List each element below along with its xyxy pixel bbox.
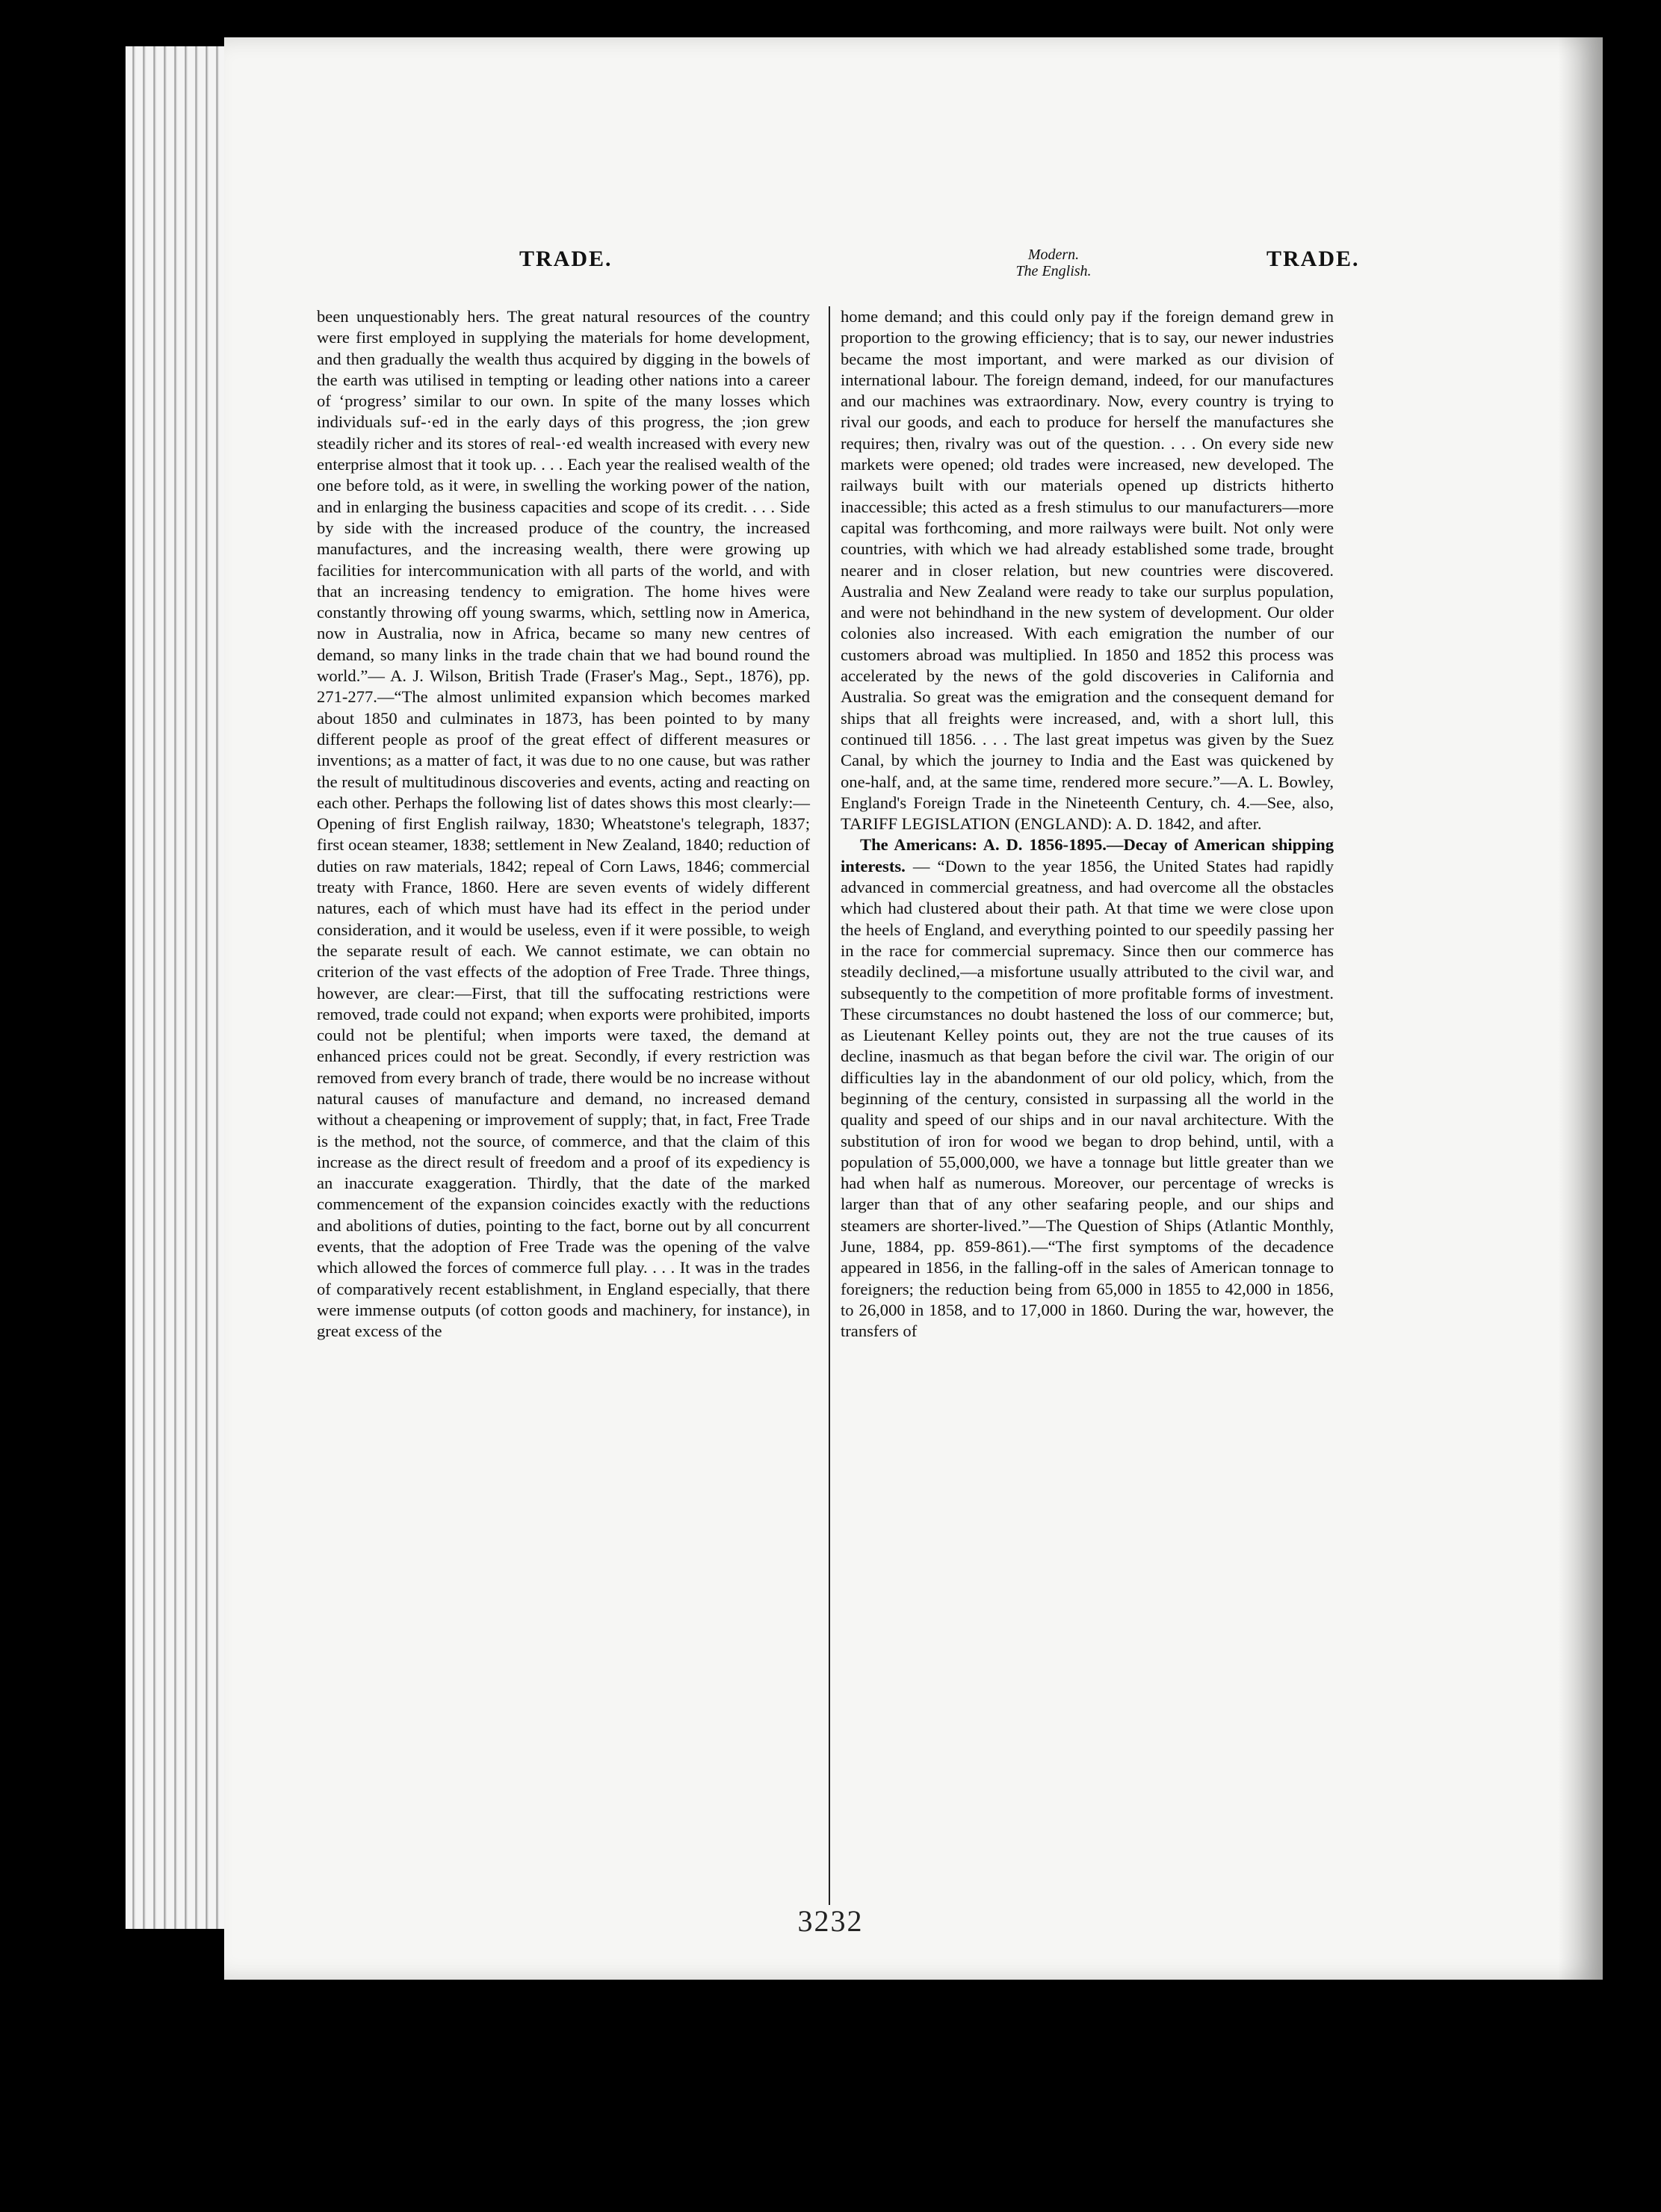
right-column-section <box>841 834 1334 1342</box>
page-number: 3232 <box>797 1904 864 1938</box>
right-column-paragraph: home demand; and this could only pay if the foreign demand grew in proportion to the growing efficiency; that is to say, our newer industries became the most important, and were marked as our division of international labour. The foreign demand, indeed, for our manufactures and our machines was extraordinary. Now, every country is trying to rival our goods, and each to produce for herself the manufactures she requires; then, rivalry was out of the question. . . . On every side new markets were opened; old trades were increased, new developed. The railways built with our materials opened up districts hitherto inaccessible; this acted as a fresh stimulus to our manufacturers—more capital was forthcoming, and more railways were built. Not only were countries, with which we had already established some trade, brought nearer and in closer relation, but new countries were discovered. Australia and New Zealand were ready to take our surplus population, and were not behindhand in the new system of development. Our older colonies also increased. With each emigration the number of our customers abroad was multiplied. In 1850 and 1852 this process was accelerated by the news of the gold discoveries in California and Australia. So great was the emigration and the consequent demand for ships that all freights were increased, and, with a short lull, this continued till 1856. . . . The last great impetus was given by the Suez Canal, by which the journey to India and the East was quickened by one-half, and, at the same time, rendered more secure.”—A. L. Bowley, England's Foreign Trade in the Nineteenth Century, ch. 4.—See, also, TARIFF LEGISLATION (ENGLAND): A. D. 1842, and after. <box>841 307 1334 834</box>
section-heading: The Americans: A. D. 1856-1895.—Decay of American shipping interests. <box>841 835 1334 876</box>
page-curl-shadow <box>1558 37 1603 1980</box>
section-body: — “Down to the year 1856, the United States had rapidly advanced in commercial greatness, and had overcome all the obstacles which had clustered about their path. At that time we were close upon the heels of England, and everything pointed to our speedily passing her in the race for commercial supremacy. Since then our commerce has steadily declined,—a misfortune usually attributed to the civil war, and subsequently to the competition of more profitable forms of investment. These circumstances no doubt hastened the loss of our commerce; but, as Lieutenant Kelley points out, they are not the true causes of its decline, inasmuch as that began before the civil war. The origin of our difficulties lay in the abandonment of our old policy, which, from the beginning of the century, consisted in surpassing all the world in the quality and speed of our ships and in our naval architecture. With the substitution of iron for wood we began to drop behind, until, with a population of 55,000,000, we have a tonnage but little greater than we had when half as numerous. Moreover, our percentage of wrecks is larger than that of any other seafaring people, and our ships and steamers are shorter-lived.”—The Question of Ships (Atlantic Monthly, June, 1884, pp. 859-861).—“The first symptoms of the decadence appeared in 1856, in the falling-off in the sales of American tonnage to foreigners; the reduction being from 65,000 in 1855 to 42,000 in 1856, to 26,000 in 1858, and to 17,000 in 1860. During the war, however, the transfers of <box>841 856 1334 1341</box>
running-head-center-line2: The English. <box>1015 263 1092 279</box>
running-head-center-line1: Modern. <box>1027 247 1080 263</box>
column-divider <box>829 306 830 1905</box>
running-head-center <box>997 247 1110 279</box>
left-column <box>317 306 810 1342</box>
right-column <box>841 306 1334 1342</box>
running-head-left: TRADE. <box>519 247 613 271</box>
running-head <box>0 247 1661 299</box>
left-column-paragraph: been unquestionably hers. The great natural resources of the country were first employed in supplying the materials for home development, and then gradually the wealth thus acquired by digging in the bowels of the earth was utilised in tempting or leading other nations into a career of ‘progress’ similar to our own. In spite of the many losses which individuals suf-·ed in the early days of this progress, the ;ion grew steadily richer and its stores of real-·ed wealth increased with every new enterprise almost that it took up. . . . Each year the realised wealth of the one before told, as it were, in swelling the working power of the nation, and in enlarging the business capacities and scope of its credit. . . . Side by side with the increased produce of the country, the increased manufactures, and the increasing wealth, there were growing up facilities for intercommunication with all parts of the world, and with that an increasing tendency to emigration. The home hives were constantly throwing off young swarms, which, settling now in America, now in Australia, now in Africa, became so many new centres of demand, so many links in the trade chain that we had bound round the world.”— A. J. Wilson, British Trade (Fraser's Mag., Sept., 1876), pp. 271-277.—“The almost unlimited expansion which becomes marked about 1850 and culminates in 1873, has been pointed to by many different people as proof of the great effect of different measures or inventions; as a matter of fact, it was due to no one cause, but was rather the result of multitudinous discoveries and events, acting and reacting on each other. Perhaps the following list of dates shows this most clearly:—Opening of first English railway, 1830; Wheatstone's telegraph, 1837; first ocean steamer, 1838; settlement in New Zealand, 1840; reduction of duties on raw materials, 1842; repeal of Corn Laws, 1846; commercial treaty with France, 1860. Here are seven events of widely different natures, each of which must have had its effect in the period under consideration, and it would be useless, even if it were possible, to weigh the separate result of each. We cannot estimate, we can obtain no criterion of the vast effects of the adoption of Free Trade. Three things, however, are clear:—First, that till the suffocating restrictions were removed, trade could not expand; when exports were prohibited, imports could not be plentiful; when imports were taxed, the demand at enhanced prices could not be great. Secondly, if every restriction was removed from every branch of trade, there would be no increase without natural causes of manufacture and demand, no increased demand without a cheapening or improvement of supply; that, in fact, Free Trade is the method, not the source, of commerce, and that the claim of this increase as the direct result of freedom and a proof of its expediency is an inaccurate exaggeration. Thirdly, that the date of the marked commencement of the expansion coincides exactly with the reductions and abolitions of duties, pointing to the fact, borne out by all concurrent events, that the adoption of Free Trade was the opening of the valve which allowed the forces of commerce full play. . . . It was in the trades of comparatively recent establishment, in England especially, that there were immense outputs (of cotton goods and machinery, for instance), in great excess of the <box>317 307 810 1341</box>
page-edges <box>126 46 238 1929</box>
running-head-right: TRADE. <box>1266 247 1360 271</box>
